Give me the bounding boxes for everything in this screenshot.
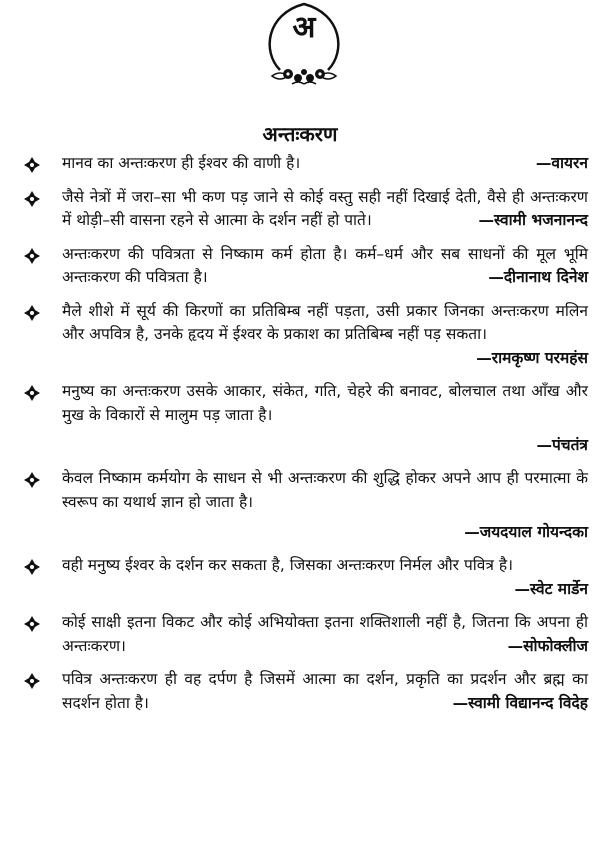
quote-text: वही मनुष्य ईश्वर के दर्शन कर सकता है, जिसका अन्तःकरण निर्मल और पवित्र है।	[62, 556, 513, 574]
quote-item	[22, 300, 588, 371]
quote-author: —जयदयाल गोयन्दका	[464, 523, 588, 541]
quote-author: —स्वामी भजनानन्द	[478, 211, 588, 229]
diamond-bullet-icon	[24, 305, 40, 321]
quote-author: —रामकृष्ण परमहंस	[476, 348, 588, 367]
quote-item	[22, 243, 588, 290]
quote-item	[22, 467, 588, 544]
chapter-emblem	[258, 0, 350, 92]
quote-author: —स्वेट मार्डेन	[514, 579, 588, 598]
diamond-bullet-icon	[24, 191, 40, 207]
quote-item	[22, 611, 588, 658]
page-title: अन्तःकरण	[262, 122, 338, 146]
quote-text: अन्तःकरण की पवित्रता से निष्काम कर्म होता है। कर्म–धर्म और सब साधनों की मूल भूमि अन्तःकरण की पवित्रता है।	[62, 244, 588, 286]
quote-text: मानव का अन्तःकरण ही ईश्वर की वाणी है।	[62, 154, 301, 172]
quote-item	[22, 554, 588, 601]
quote-text: मनुष्य का अन्तःकरण उसके आकार, संकेत, गति, चेहरे की बनावट, बोलचाल तथा आँख और मुख के विकारों से मालुम पड़ जाता है।	[62, 382, 588, 424]
diamond-bullet-icon	[24, 559, 40, 575]
diamond-bullet-icon	[24, 248, 40, 264]
quote-author: —दीनानाथ दिनेश	[488, 268, 588, 286]
diamond-bullet-icon	[24, 673, 40, 689]
quote-item	[22, 186, 588, 233]
quote-list	[22, 152, 588, 725]
quote-text: मैले शीशे में सूर्य की किरणों का प्रतिबिम्ब नहीं पड़ता, उसी प्रकार जिनका अन्तःकरण मलिन और अपवित्र है, उनके हृदय में ईश्वर के प्रकाश का प्रतिबिम्ब नहीं पड़ सकता।	[62, 301, 588, 343]
diamond-bullet-icon	[24, 385, 40, 401]
quote-text: जैसे नेत्रों में जरा–सा भी कण पड़ जाने से कोई वस्तु सही नहीं दिखाई देती, वैसे ही अन्तःकरण में थोड़ी–सी वासना रहने से आत्मा के दर्शन नहीं हो पाते।	[62, 187, 588, 229]
emblem-letter: अ	[292, 10, 316, 45]
diamond-bullet-icon	[24, 472, 40, 488]
quote-item	[22, 380, 588, 457]
quote-text: कोई साक्षी इतना विकट और कोई अभियोक्ता इतना शक्तिशाली नहीं है, जितना कि अपना ही अन्तःकरण।	[62, 613, 588, 655]
diamond-bullet-icon	[24, 157, 40, 173]
quote-text: पवित्र अन्तःकरण ही वह दर्पण है जिसमें आत्मा का दर्शन, प्रकृति का प्रदर्शन और ब्रह्म का सदर्शन होता है।	[62, 670, 588, 712]
quote-author: —पंचतंत्र	[536, 436, 588, 454]
quote-item	[22, 668, 588, 715]
quote-author: —सोफोक्लीज	[507, 636, 588, 655]
quote-author: —स्वामी विद्यानन्द विदेह	[452, 693, 588, 712]
diamond-bullet-icon	[24, 616, 40, 632]
quote-author: —वायरन	[535, 154, 588, 172]
quote-item	[22, 152, 588, 176]
quote-text: केवल निष्काम कर्मयोग के साधन से भी अन्तःकरण की शुद्धि होकर अपने आप ही परमात्मा के स्वरूप का यथार्थ ज्ञान हो जाता है।	[62, 469, 588, 511]
